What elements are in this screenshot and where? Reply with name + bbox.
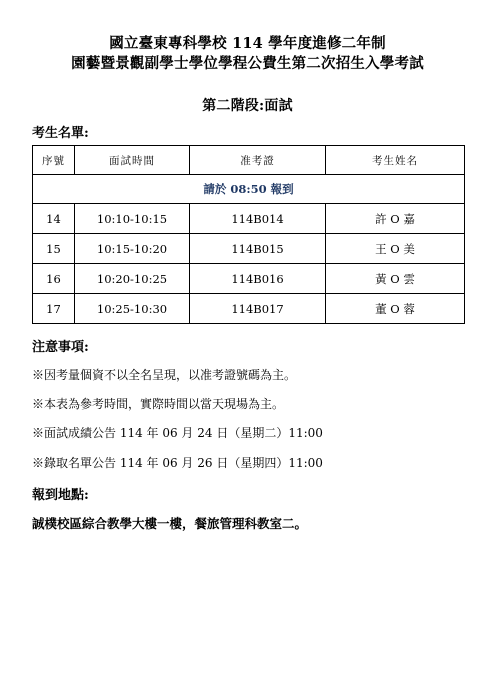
cell-time: 10:10-10:15 <box>75 204 190 234</box>
cell-exam-id: 114B014 <box>190 204 326 234</box>
header-candidate-name: 考生姓名 <box>326 146 465 175</box>
cell-exam-id: 114B017 <box>190 294 326 324</box>
cell-time: 10:15-10:20 <box>75 234 190 264</box>
document-title-line-2: 園藝暨景觀副學士學位學程公費生第二次招生入學考試 <box>71 55 424 72</box>
cell-name: 許 O 嘉 <box>326 204 465 234</box>
note-item: ※錄取名單公告 114 年 06 月 26 日（星期四）11:00 <box>32 456 323 470</box>
cell-exam-id: 114B016 <box>190 264 326 294</box>
note-item: ※面試成績公告 114 年 06 月 24 日（星期二）11:00 <box>32 426 323 440</box>
cell-name: 王 O 美 <box>326 234 465 264</box>
table-header-row <box>33 146 465 175</box>
note-item: ※因考量個資不以全名呈現，以准考證號碼為主。 <box>32 368 297 382</box>
cell-serial: 15 <box>33 234 75 264</box>
check-in-notice-row <box>33 175 465 204</box>
document-title-line-1: 國立臺東專科學校 114 學年度進修二年制 <box>109 35 386 52</box>
stage-heading: 第二階段:面試 <box>202 98 293 114</box>
header-serial: 序號 <box>33 146 75 175</box>
notes-label: 注意事項: <box>32 340 89 355</box>
cell-time: 10:20-10:25 <box>75 264 190 294</box>
table-row <box>33 234 465 264</box>
cell-exam-id: 114B015 <box>190 234 326 264</box>
cell-serial: 14 <box>33 204 75 234</box>
location-text: 誠樸校區綜合教學大樓一樓，餐旅管理科教室二。 <box>32 516 308 531</box>
cell-serial: 16 <box>33 264 75 294</box>
header-exam-id: 准考證 <box>190 146 326 175</box>
table-row <box>33 264 465 294</box>
table-row <box>33 294 465 324</box>
table-row <box>33 204 465 234</box>
header-interview-time: 面試時間 <box>75 146 190 175</box>
candidate-table <box>32 145 465 324</box>
cell-time: 10:25-10:30 <box>75 294 190 324</box>
note-item: ※本表為參考時間，實際時間以當天現場為主。 <box>32 397 285 411</box>
location-label: 報到地點: <box>32 488 89 503</box>
cell-serial: 17 <box>33 294 75 324</box>
roster-label: 考生名單: <box>32 126 89 141</box>
cell-name: 黃 O 雲 <box>326 264 465 294</box>
cell-name: 董 O 蓉 <box>326 294 465 324</box>
check-in-notice: 請於 08:50 報到 <box>33 175 465 204</box>
